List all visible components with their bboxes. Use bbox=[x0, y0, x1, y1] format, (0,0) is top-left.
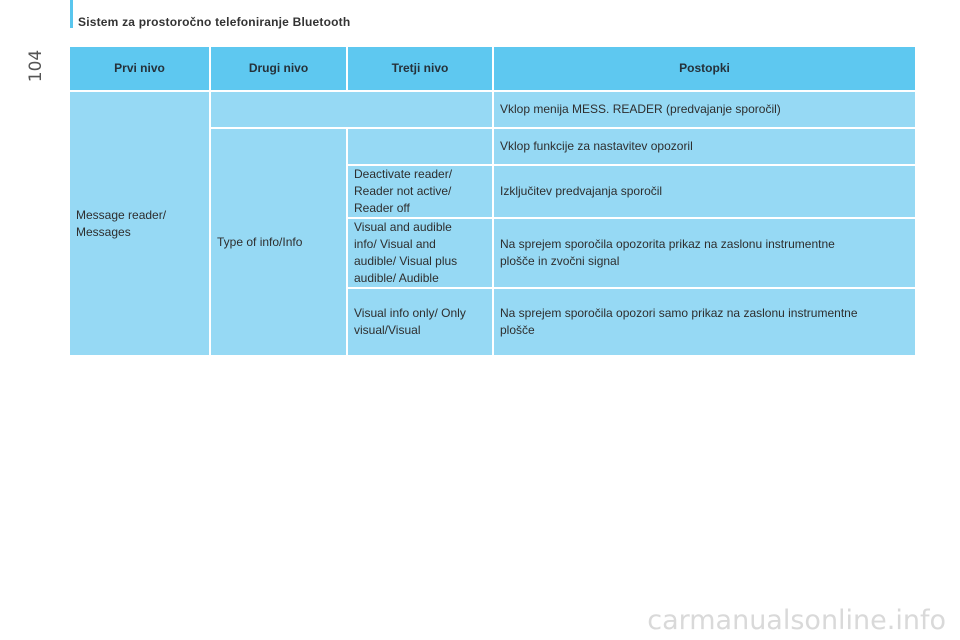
cell-third-level: Deactivate reader/ Reader not active/ Reader off bbox=[347, 165, 493, 218]
cell-procedure: Na sprejem sporočila opozorita prikaz na zaslonu instrumentne plošče in zvočni signal bbox=[493, 218, 916, 288]
cell-third-level: Visual info only/ Only visual/Visual bbox=[347, 288, 493, 356]
cell-procedure: Vklop funkcije za nastavitev opozoril bbox=[493, 128, 916, 165]
cell-procedure: Vklop menija MESS. READER (predvajanje sporočil) bbox=[493, 91, 916, 128]
column-header-third-level: Tretji nivo bbox=[347, 46, 493, 91]
page-header-title: Sistem za prostoročno telefoniranje Bluetooth bbox=[78, 15, 351, 29]
header-accent-bar bbox=[70, 0, 73, 28]
cell-procedure: Izključitev predvajanja sporočil bbox=[493, 165, 916, 218]
watermark: carmanualsonline.info bbox=[647, 605, 946, 636]
table-row bbox=[69, 91, 916, 128]
cell-second-level: Type of info/Info bbox=[210, 128, 347, 356]
column-header-first-level: Prvi nivo bbox=[69, 46, 210, 91]
table-header-row bbox=[69, 46, 916, 91]
column-header-procedures: Postopki bbox=[493, 46, 916, 91]
cell-empty bbox=[347, 128, 493, 165]
cell-first-level: Message reader/ Messages bbox=[69, 91, 210, 356]
menu-table bbox=[68, 45, 917, 357]
cell-procedure: Na sprejem sporočila opozori samo prikaz na zaslonu instrumentne plošče bbox=[493, 288, 916, 356]
column-header-second-level: Drugi nivo bbox=[210, 46, 347, 91]
page-number: 104 bbox=[26, 49, 46, 83]
cell-third-level: Visual and audible info/ Visual and audible/ Visual plus audible/ Audible bbox=[347, 218, 493, 288]
cell-empty bbox=[210, 91, 493, 128]
